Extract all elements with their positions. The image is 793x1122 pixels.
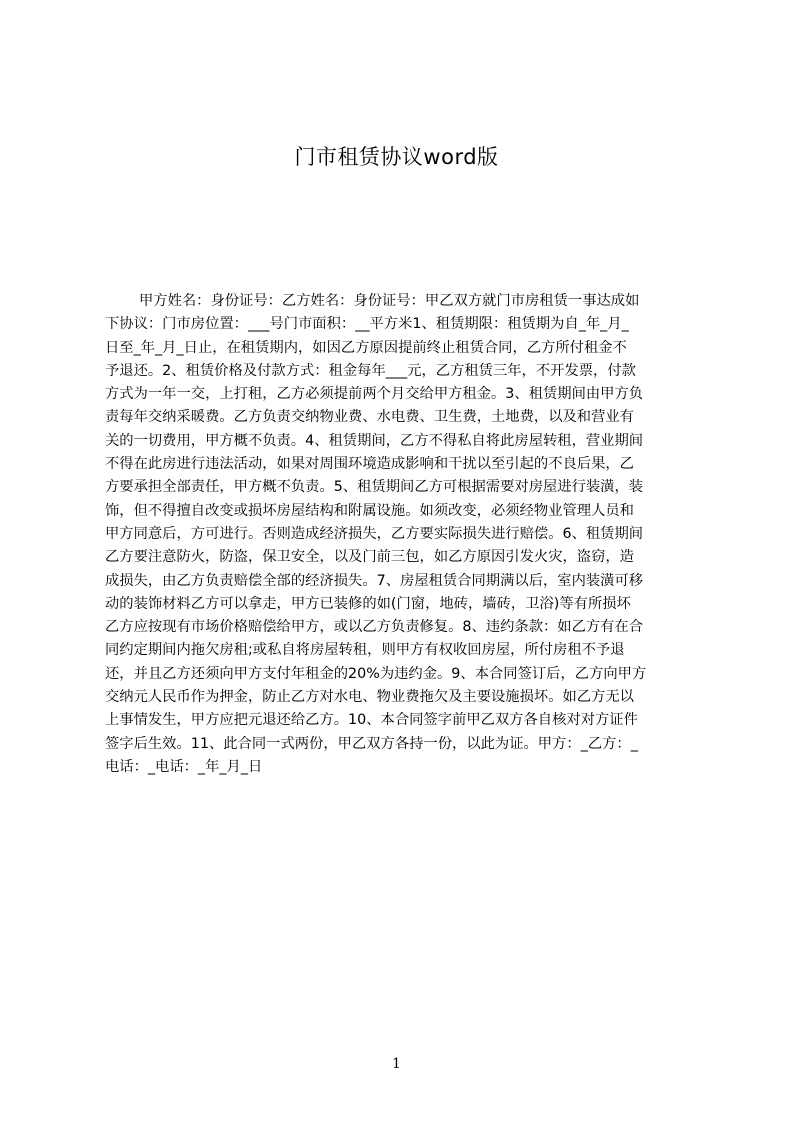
body-line: 乙方要注意防火，防盗，保卫安全，以及门前三包，如乙方原因引发火灾，盗窃，造 <box>105 549 634 566</box>
body-line: 电话：_电话：_年_月_日 <box>105 758 263 775</box>
body-line: 日至_年_月_日止，在租赁期内，如因乙方原因提前终止租赁合同，乙方所付租金不 <box>105 339 627 356</box>
body-line: 还，并且乙方还须向甲方支付年租金的20%为违约金。9、本合同签订后，乙方向甲方 <box>105 665 647 682</box>
page-number: 1 <box>392 1056 401 1072</box>
body-line: 上事情发生，甲方应把元退还给乙方。10、本合同签字前甲乙双方各自核对对方证件 <box>105 712 638 729</box>
body-line: 关的一切费用，甲方概不负责。4、租赁期间，乙方不得私自将此房屋转租，营业期间 <box>105 432 644 449</box>
body-line: 成损失，由乙方负责赔偿全部的经济损失。7、房屋租赁合同期满以后，室内装潢可移 <box>105 572 644 589</box>
body-line: 方要承担全部责任，甲方概不负责。5、租赁期间乙方可根据需要对房屋进行装潢，装 <box>105 479 644 496</box>
body-line: 动的装饰材料乙方可以拿走，甲方已装修的如(门窗，地砖，墙砖，卫浴)等有所损坏 <box>105 595 631 612</box>
body-line: 饰，但不得擅自改变或损坏房屋结构和附属设施。如须改变，必须经物业管理人员和 <box>105 502 634 519</box>
body-line: 予退还。2、租赁价格及付款方式：租金每年___元，乙方租赁三年，不开发票，付款 <box>105 362 636 379</box>
body-line: 交纳元人民币作为押金，防止乙方对水电、物业费拖欠及主要设施损坏。如乙方无以 <box>105 689 634 706</box>
body-line: 责每年交纳采暖费。乙方负责交纳物业费、水电费、卫生费，土地费，以及和营业有 <box>105 409 634 426</box>
body-line: 乙方应按现有市场价格赔偿给甲方，或以乙方负责修复。8、违约条款：如乙方有在合 <box>105 619 644 636</box>
body-line: 不得在此房进行违法活动，如果对周围环境造成影响和干扰以至引起的不良后果，乙 <box>105 456 634 473</box>
body-line: 签字后生效。11、此合同一式两份，甲乙双方各持一份，以此为证。甲方：_乙方：_ <box>105 735 638 752</box>
page-title: 门市租赁协议word版 <box>294 145 499 169</box>
body-line: 甲方同意后，方可进行。否则造成经济损失，乙方要实际损失进行赔偿。6、租赁期间 <box>105 525 644 542</box>
body-line: 下协议：门市房位置：___号门市面积：__平方米1、租赁期限：租赁期为自_年_月_ <box>105 316 629 333</box>
body-line: 同约定期间内拖欠房租;或私自将房屋转租，则甲方有权收回房屋，所付房租不予退 <box>105 642 625 659</box>
body-line: 甲方姓名：身份证号：乙方姓名：身份证号：甲乙双方就门市房租赁一事达成如 <box>139 293 640 309</box>
body-text <box>105 290 697 779</box>
body-line: 方式为一年一交，上打租，乙方必须提前两个月交给甲方租金。3、租赁期间由甲方负 <box>105 386 644 403</box>
